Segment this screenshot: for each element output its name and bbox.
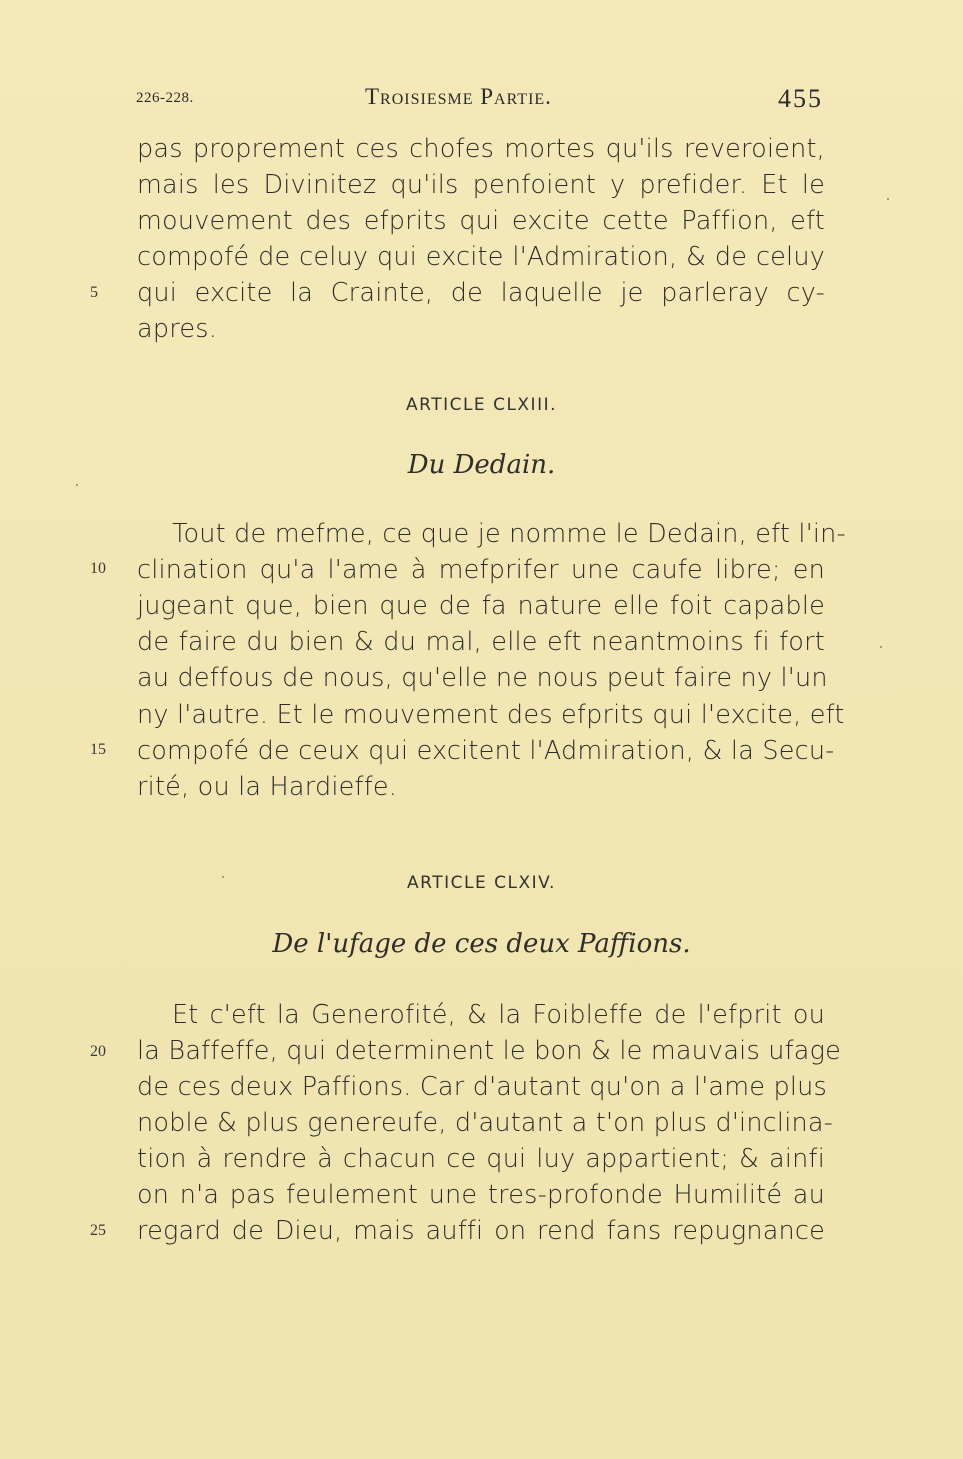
text-line: compofé de celuy qui excite l'Admiration, & de celuy — [137, 242, 825, 272]
line-number: 20 — [90, 1043, 106, 1060]
text-line: de faire du bien & du mal, elle eft neantmoins fi fort — [137, 627, 825, 657]
text-line: pas proprement ces chofes mortes qu'ils reveroient, — [137, 134, 825, 164]
paper-speck — [880, 646, 882, 648]
paper-speck — [222, 876, 224, 878]
article-heading: ARTICLE CLXIV. — [407, 873, 556, 893]
text-line: Et c'eft la Generofité, & la Foibleffe de l'efprit ou — [172, 1000, 825, 1030]
text-line: jugeant que, bien que de fa nature elle foit capable — [137, 591, 825, 621]
article-heading: ARTICLE CLXIII. — [405, 395, 558, 415]
text-line: clination qu'a l'ame à mefprifer une caufe libre; en — [137, 555, 825, 585]
paper-speck — [76, 484, 78, 486]
text-line: qui excite la Crainte, de laquelle je parleray cy- — [137, 278, 825, 308]
running-head — [0, 82, 963, 118]
text-line: noble & plus genereufe, d'autant a t'on plus d'inclina- — [137, 1108, 834, 1138]
text-line: mouvement des efprits qui excite cette Paffion, eft — [137, 206, 825, 236]
line-number: 15 — [90, 741, 106, 758]
text-line: compofé de ceux qui excitent l'Admiration, & la Secu- — [137, 736, 835, 766]
text-line: apres. — [137, 314, 218, 344]
paper-speck — [887, 198, 889, 200]
running-head-section-range: 226-228. — [136, 90, 194, 106]
running-head-title: Troisiesme Partie. — [365, 84, 552, 109]
text-line: mais les Divinitez qu'ils penfoient y prefider. Et le — [137, 170, 825, 200]
text-line: ny l'autre. Et le mouvement des efprits qui l'excite, eft — [137, 700, 845, 730]
text-line: on n'a pas feulement une tres-profonde Humilité au — [137, 1180, 825, 1210]
text-line: rité, ou la Hardieffe. — [137, 772, 398, 802]
article-title: Du Dedain. — [407, 450, 556, 480]
line-number: 25 — [90, 1222, 106, 1239]
text-line: tion à rendre à chacun ce qui luy appartient; & ainfi — [137, 1144, 825, 1174]
text-line: Tout de mefme, ce que je nomme le Dedain, eft l'in- — [172, 519, 846, 549]
text-line: de ces deux Paffions. Car d'autant qu'on a l'ame plus — [137, 1072, 827, 1102]
line-number: 10 — [90, 560, 106, 577]
text-line: la Baffeffe, qui determinent le bon & le mauvais ufage — [137, 1036, 841, 1066]
line-number: 5 — [90, 284, 98, 301]
text-line: au deffous de nous, qu'elle ne nous peut faire ny l'un — [137, 663, 828, 693]
page-number: 455 — [778, 84, 823, 113]
text-line: regard de Dieu, mais auffi on rend fans repugnance — [137, 1216, 825, 1246]
article-title: De l'ufage de ces deux Paffions. — [272, 929, 691, 959]
